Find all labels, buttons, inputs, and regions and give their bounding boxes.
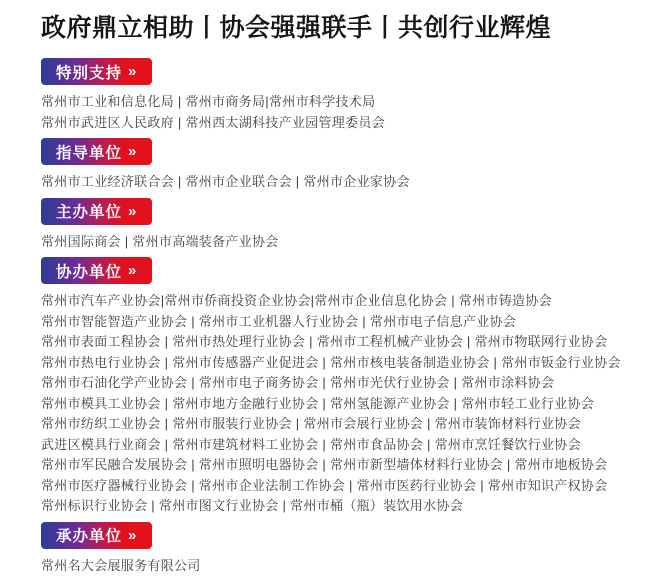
double-chevron-icon: »	[128, 262, 137, 279]
org-line: 常州市石油化学产业协会 | 常州市电子商务协会 | 常州市光伏行业协会 | 常州市涂料协会	[41, 373, 648, 394]
badge-label: 承办单位	[56, 524, 122, 546]
section-co-organizers	[41, 257, 648, 517]
badge-label: 指导单位	[56, 141, 122, 163]
badge-label: 协办单位	[56, 260, 122, 282]
org-line: 常州市武进区人民政府 | 常州西太湖科技产业园管理委员会	[41, 113, 648, 134]
org-list-co-organizers	[41, 291, 648, 517]
org-line: 常州名大会展服务有限公司	[41, 556, 648, 576]
double-chevron-icon: »	[128, 63, 137, 80]
double-chevron-icon: »	[128, 203, 137, 220]
section-special-support	[41, 58, 648, 133]
org-list-host-units	[41, 232, 648, 253]
org-line: 武进区模具行业商会 | 常州市建筑材料工业协会 | 常州市食品协会 | 常州市烹饪餐饮行业协会	[41, 435, 648, 456]
section-undertaking-unit	[41, 522, 648, 576]
org-list-undertaking-unit	[41, 556, 648, 576]
section-host-units	[41, 198, 648, 253]
page-title: 政府鼎立相助丨协会强强联手丨共创行业辉煌	[41, 12, 648, 44]
org-line: 常州市热电行业协会 | 常州市传感器产业促进会 | 常州市核电装备制造业协会 | 常州市钣金行业协会	[41, 353, 648, 374]
badge-guiding-units	[41, 138, 152, 165]
org-line: 常州国际商会 | 常州市高端装备产业协会	[41, 232, 648, 253]
org-line: 常州市表面工程协会 | 常州市热处理行业协会 | 常州市工程机械产业协会 | 常州市物联网行业协会	[41, 332, 648, 353]
org-line: 常州市纺织工业协会 | 常州市服装行业协会 | 常州市会展行业协会 | 常州市装饰材料行业协会	[41, 414, 648, 435]
badge-host-units	[41, 198, 152, 225]
badge-label: 特别支持	[56, 61, 122, 83]
org-line: 常州市军民融合发展协会 | 常州市照明电器协会 | 常州市新型墙体材料行业协会 | 常州市地板协会	[41, 455, 648, 476]
section-guiding-units	[41, 138, 648, 193]
double-chevron-icon: »	[128, 527, 137, 544]
org-line: 常州市工业经济联合会 | 常州市企业联合会 | 常州市企业家协会	[41, 172, 648, 193]
double-chevron-icon: »	[128, 143, 137, 160]
org-line: 常州市工业和信息化局 | 常州市商务局|常州市科学技术局	[41, 92, 648, 113]
badge-undertaking-unit	[41, 522, 152, 549]
badge-co-organizers	[41, 257, 152, 284]
badge-special-support	[41, 58, 152, 85]
org-line: 常州标识行业协会 | 常州市图文行业协会 | 常州市桶（瓶）装饮用水协会	[41, 496, 648, 517]
org-line: 常州市智能智造产业协会 | 常州市工业机器人行业协会 | 常州市电子信息产业协会	[41, 312, 648, 333]
org-line: 常州市汽车产业协会|常州市侨商投资企业协会|常州市企业信息化协会 | 常州市铸造协会	[41, 291, 648, 312]
badge-label: 主办单位	[56, 200, 122, 222]
org-line: 常州市医疗器械行业协会 | 常州市企业法制工作协会 | 常州市医药行业协会 | 常州市知识产权协会	[41, 476, 648, 497]
org-line: 常州市模具工业协会 | 常州市地方金融行业协会 | 常州氢能源产业协会 | 常州市轻工业行业协会	[41, 394, 648, 415]
org-list-guiding-units	[41, 172, 648, 193]
org-list-special-support	[41, 92, 648, 133]
